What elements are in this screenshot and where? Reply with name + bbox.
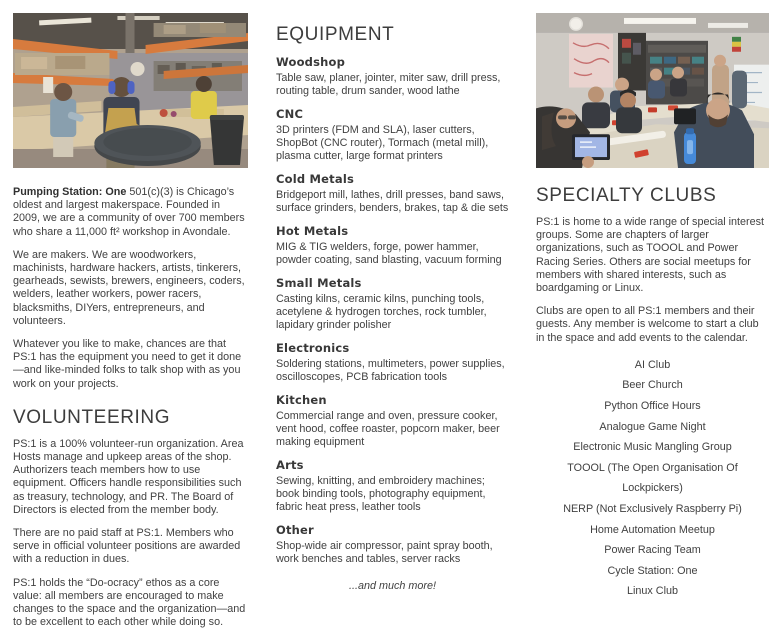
club-list-item: Home Automation Meetup <box>590 523 715 536</box>
equipment-section <box>276 107 509 163</box>
equipment-section-title: Arts <box>276 458 304 472</box>
volunteering-heading: VOLUNTEERING <box>13 406 171 428</box>
club-list-item: AI Club <box>634 358 671 371</box>
clubs-heading: SPECIALTY CLUBS <box>536 185 717 206</box>
intro-paragraphs <box>13 249 248 391</box>
equipment-section <box>276 523 509 566</box>
club-list-item: Power Racing Team <box>604 544 701 557</box>
equipment-section-title: Woodshop <box>276 55 346 69</box>
intro-paragraph: We are makers. We are woodworkers, machinists, hardware hackers, artists, tinkerers, gearheads, sewists, brewers, engineers, coders, welders, leather workers, power racers, blacksmiths, DIYers, entrepreneurs, and volunteers. <box>13 248 245 327</box>
equipment-section-items: MIG & TIG welders, forge, power hammer, powder coating, sand blasting, vacuum forming <box>276 241 502 266</box>
volunteering-paragraph: PS:1 holds the “Do-ocracy” ethos as a core value: all members are encouraged to make changes to the space and the organization—and to be excellent to each other while doing so. <box>13 576 246 629</box>
volunteering-paragraph: PS:1 is a 100% volunteer-run organization. Area Hosts manage and upkeep areas of the shop. Authorizers teach members how to use equipment. Officers handle responsibilities such as treasury, technology, and PR. The Board of Directors is elected from the member body. <box>13 437 244 516</box>
equipment-section-items: Table saw, planer, jointer, miter saw, drill press, routing table, drum sander, wood lathe <box>276 72 501 97</box>
club-list-item: NERP (Not Exclusively Raspberry Pi) <box>563 502 742 515</box>
equipment-section-title: CNC <box>276 107 304 121</box>
club-list <box>536 355 769 602</box>
club-list-item: Linux Club <box>626 585 679 598</box>
equipment-section-items: 3D printers (FDM and SLA), laser cutters, ShopBot (CNC router), Tormach (metal mill), plasma cutter, large format printers <box>276 124 489 162</box>
equipment-section-items: Commercial range and oven, pressure cooker, vent hood, coffee roaster, popcorn maker, beer making equipment <box>276 410 500 448</box>
equipment-section-title: Cold Metals <box>276 172 355 186</box>
equipment-footnote: ...and much more! <box>348 580 436 592</box>
club-list-item: Python Office Hours <box>604 400 701 413</box>
equipment-section-title: Kitchen <box>276 393 327 407</box>
equipment-section <box>276 393 509 449</box>
intro-paragraph: Whatever you like to make, chances are that PS:1 has the equipment you need to get it done—and like-minded folks to talk shop with as you work on your projects. <box>13 338 242 390</box>
volunteering-paragraphs <box>13 438 248 630</box>
equipment-section-items: Shop-wide air compressor, paint spray booth, work benches and tables, server racks <box>276 540 493 565</box>
equipment-section-items: Bridgeport mill, lathes, drill presses, band saws, surface grinders, benders, brakes, tap & die sets <box>276 189 509 214</box>
intro-lead-paragraph <box>13 186 248 239</box>
volunteering-section <box>13 407 248 630</box>
left-column <box>13 13 248 639</box>
equipment-section-items: Casting kilns, ceramic kilns, punching tools, acetylene & hydrogen torches, rock tumbler, lapidary grinder polisher <box>276 293 487 331</box>
equipment-section-title: Other <box>276 523 314 537</box>
specialty-clubs-section <box>536 185 769 602</box>
club-list-item: TOOOL (The Open Organisation Of Lockpickers) <box>567 461 738 495</box>
club-list-item: Analogue Game Night <box>599 420 706 433</box>
intro-section <box>13 186 248 391</box>
volunteering-paragraph: There are no paid staff at PS:1. Members who serve in official volunteer positions are awarded with a reduction in dues. <box>13 527 241 566</box>
equipment-section-items: Sewing, knitting, and embroidery machines; book binding tools, photography equipment, fabric heat press, leather tools <box>276 475 486 513</box>
equipment-sections <box>276 55 509 566</box>
clubs-paragraph: Clubs are open to all PS:1 members and their guests. Any member is welcome to start a club in the space and add events to the calendar. <box>536 305 759 344</box>
club-list-item: Cycle Station: One <box>607 564 698 577</box>
equipment-column <box>276 13 509 592</box>
equipment-section-title: Electronics <box>276 341 350 355</box>
equipment-section <box>276 341 509 384</box>
electronics-meetup-photo <box>536 13 769 168</box>
clubs-paragraph: PS:1 is home to a wide range of special interest groups. Some are chapters of larger organizations, such as TOOOL and Power Racing Series. Others are social meetups for members with shared interests, such as boardgaming or Linux. <box>536 216 765 295</box>
intro-lead-rest: 501(c)(3) is Chicago’s oldest and largest makerspace. Founded in 2009, we are a community of over 700 members who share a 11,000 ft² workshop in Avondale. <box>13 186 245 238</box>
equipment-heading: EQUIPMENT <box>276 24 395 45</box>
equipment-section-title: Hot Metals <box>276 224 349 238</box>
clubs-column <box>536 13 769 602</box>
equipment-section <box>276 55 509 98</box>
club-list-item: Beer Church <box>622 379 683 392</box>
org-name: Pumping Station: One <box>13 186 127 198</box>
equipment-section-title: Small Metals <box>276 276 362 290</box>
clubs-paragraphs <box>536 216 769 345</box>
equipment-section <box>276 276 509 332</box>
woodshop-photo <box>13 13 248 168</box>
equipment-section <box>276 172 509 215</box>
club-list-item: Electronic Music Mangling Group <box>573 441 732 454</box>
equipment-section <box>276 458 509 514</box>
equipment-section-items: Soldering stations, multimeters, power supplies, oscilloscopes, PCB fabrication tools <box>276 358 505 383</box>
equipment-section <box>276 224 509 267</box>
